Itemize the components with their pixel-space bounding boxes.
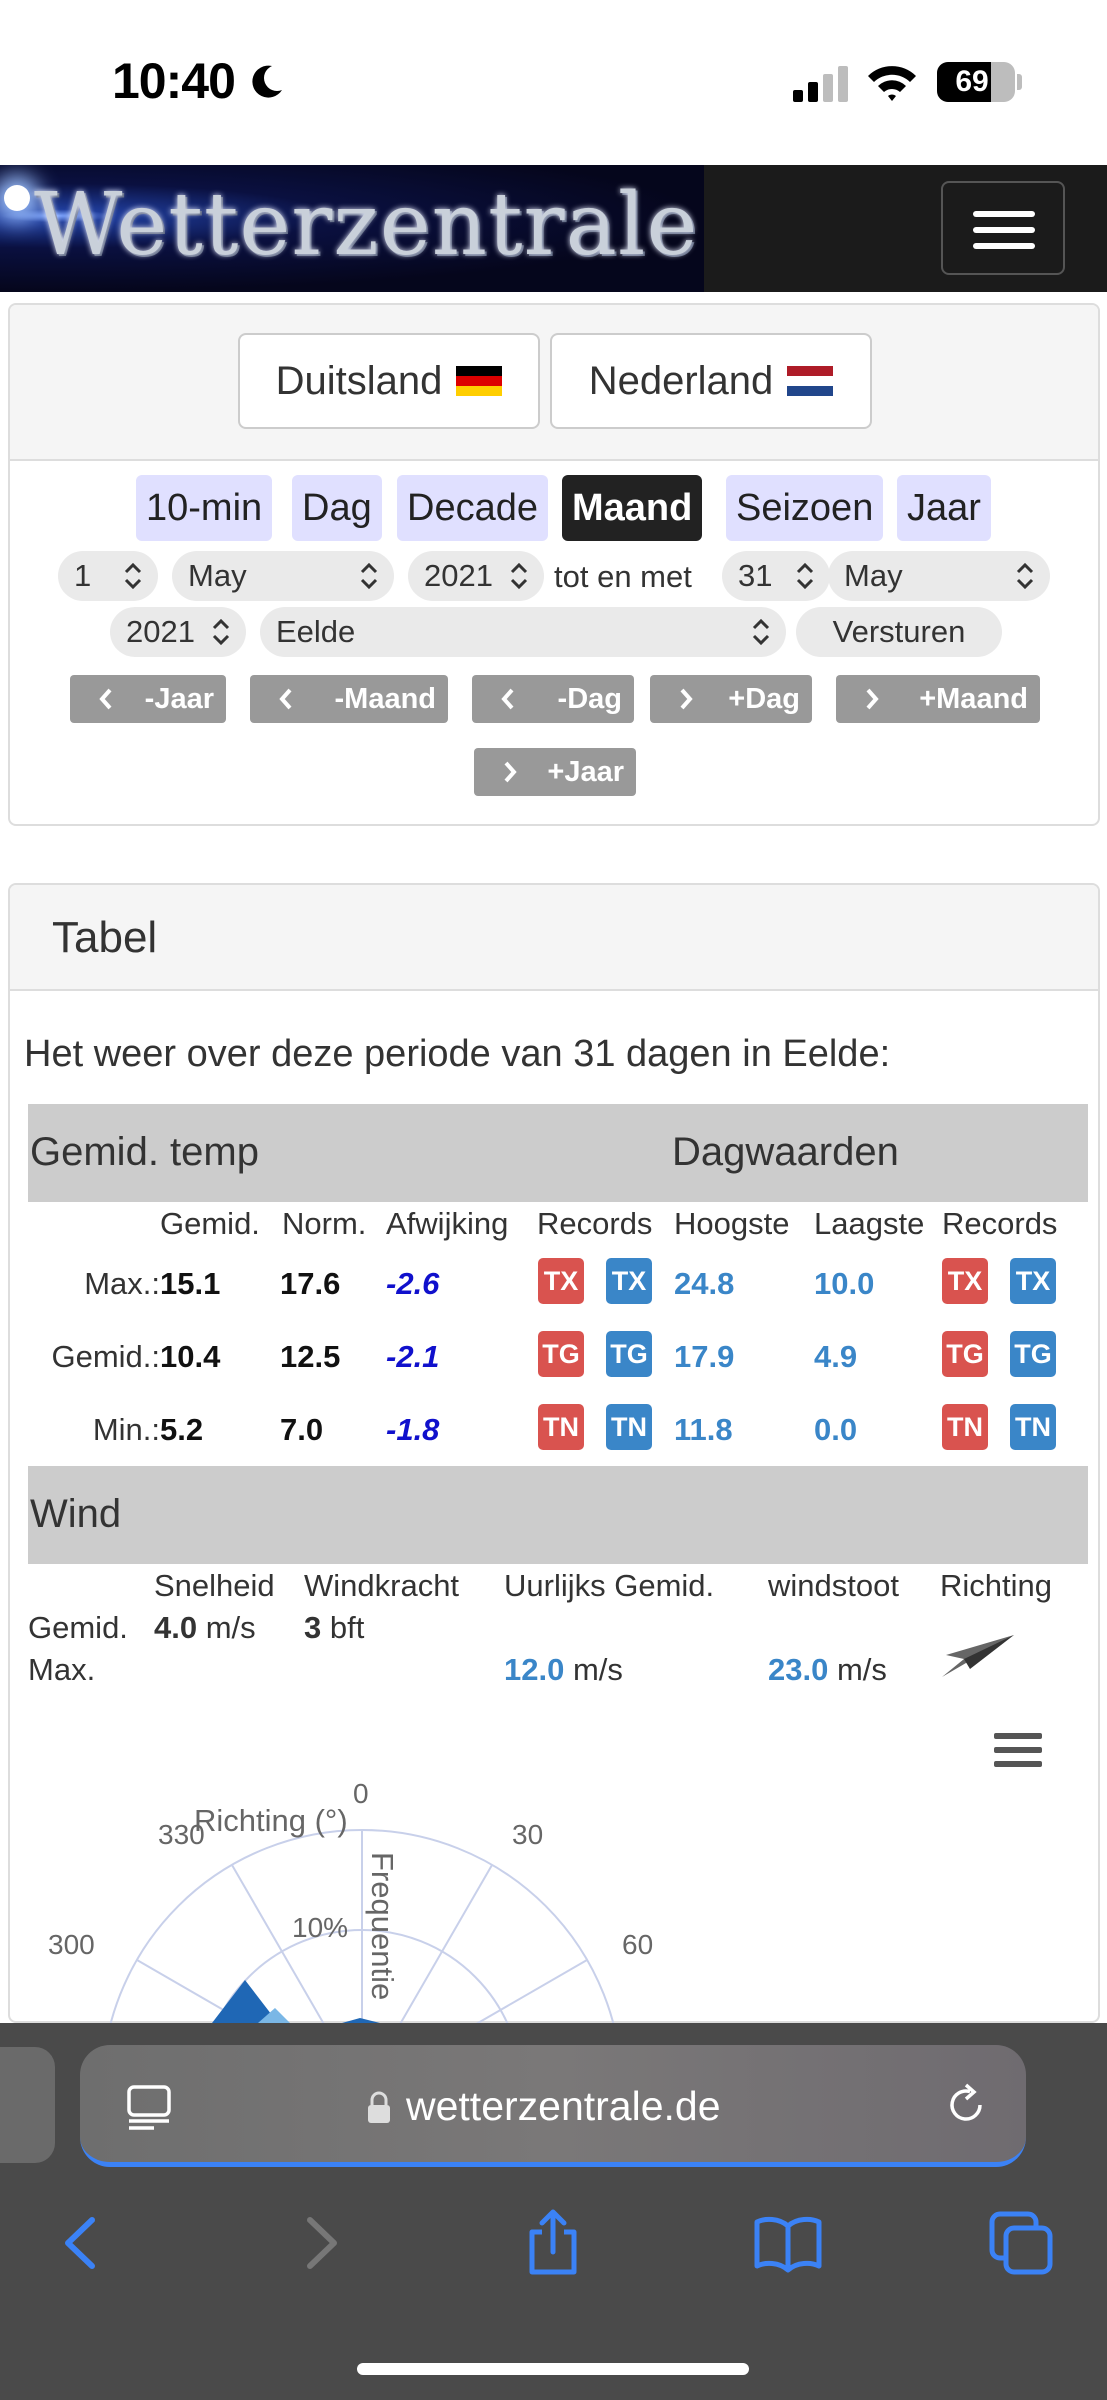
- period-tab-dag[interactable]: Dag: [292, 475, 382, 541]
- nav-minus-maand-button[interactable]: [250, 675, 448, 723]
- nav-plus-dag-button[interactable]: [650, 675, 812, 723]
- chevron-left-icon: [278, 687, 294, 711]
- wind-direction-arrow-icon: [940, 1631, 1016, 1687]
- norm-value: 7.0: [280, 1412, 324, 1447]
- chevron-right-icon: [502, 760, 518, 784]
- country-label: Duitsland: [275, 358, 443, 403]
- back-icon[interactable]: [46, 2208, 116, 2278]
- col-header-direction: Richting: [940, 1568, 1052, 1603]
- wind-force: [304, 1610, 364, 1646]
- polar-title: Richting (°): [194, 1803, 348, 1838]
- select-value: Eelde: [276, 614, 356, 649]
- record-badge-high[interactable]: TN: [538, 1404, 584, 1450]
- wind-force-value: 3: [304, 1610, 322, 1645]
- site-header: [0, 165, 1107, 292]
- select-value: May: [188, 558, 247, 593]
- col-header-records: Records: [537, 1206, 653, 1241]
- record-badge-high[interactable]: TX: [538, 1258, 584, 1304]
- from-day-select[interactable]: [58, 551, 158, 601]
- logo-glow: [4, 185, 30, 211]
- range-separator: tot en met: [554, 559, 692, 594]
- cellular-signal-icon: [793, 66, 849, 102]
- select-value: May: [844, 558, 903, 593]
- country-label: Nederland: [588, 358, 774, 403]
- country-bar: [10, 305, 1098, 461]
- nav-plus-jaar-button[interactable]: [474, 748, 636, 796]
- col-header-speed: Snelheid: [154, 1568, 275, 1603]
- row-label: Gemid.:: [51, 1339, 160, 1374]
- panel-title: Tabel: [52, 913, 158, 962]
- chevron-updown-icon: [210, 617, 232, 647]
- mean-value: 15.1: [160, 1266, 221, 1301]
- row-label: Min.:: [92, 1412, 160, 1447]
- previous-tab-preview[interactable]: [0, 2047, 55, 2163]
- wind-row-label-max: Max.: [28, 1652, 96, 1687]
- col-header-gust: windstoot: [768, 1568, 899, 1603]
- wind-gust-value: 23.0: [768, 1652, 829, 1687]
- deviation-value: -2.6: [386, 1266, 440, 1301]
- chevron-right-icon: [864, 687, 880, 711]
- share-icon[interactable]: [518, 2208, 588, 2278]
- highest-value: 24.8: [674, 1266, 735, 1301]
- wind-gust-unit: m/s: [836, 1652, 887, 1687]
- chevron-updown-icon: [358, 561, 380, 591]
- nav-button-label: -Maand: [334, 682, 436, 715]
- highest-value: 11.8: [674, 1412, 733, 1447]
- col-header-mean: Gemid.: [160, 1206, 260, 1241]
- nav-button-label: -Jaar: [144, 682, 214, 715]
- wind-hourly-value: 12.0: [504, 1652, 565, 1687]
- logo-text: Wetterzentrale: [34, 175, 699, 275]
- mean-value: 5.2: [160, 1412, 204, 1447]
- home-indicator: [357, 2363, 749, 2375]
- polar-radial-label: Frequentie: [365, 1852, 400, 2001]
- period-tab-maand[interactable]: Maand: [562, 475, 702, 541]
- wind-gust: [768, 1652, 887, 1688]
- battery-icon: [937, 62, 1015, 102]
- period-tab-seizoen[interactable]: Seizoen: [726, 475, 883, 541]
- record-badge-low[interactable]: TG: [606, 1331, 652, 1377]
- selection-panel: [8, 303, 1100, 826]
- nav-button-label: +Dag: [728, 682, 800, 715]
- germany-flag-icon: [456, 366, 502, 396]
- site-logo[interactable]: [0, 165, 704, 292]
- col-header-records-daily: Records: [942, 1206, 1058, 1241]
- polar-angle-label: 300: [48, 1929, 95, 1960]
- wind-rose-chart: [0, 1750, 700, 2030]
- forward-icon[interactable]: [286, 2208, 356, 2278]
- chevron-left-icon: [500, 687, 516, 711]
- polar-angle-label: 0: [353, 1778, 369, 1809]
- wind-speed-value: 4.0: [154, 1610, 198, 1645]
- polar-ring-label: 10%: [292, 1912, 349, 1943]
- moon-icon: [246, 62, 286, 102]
- polar-angle-label: 60: [622, 1929, 654, 1960]
- submit-button[interactable]: Versturen: [796, 607, 1002, 657]
- lowest-value: 0.0: [814, 1412, 858, 1447]
- country-button-nederland[interactable]: [550, 333, 872, 429]
- record-badge-low[interactable]: TG: [1010, 1331, 1056, 1377]
- wind-speed: [154, 1610, 256, 1646]
- country-button-duitsland[interactable]: [238, 333, 540, 429]
- reload-icon[interactable]: [942, 2081, 990, 2129]
- polar-angle-label: 30: [512, 1819, 544, 1850]
- battery-level: 69: [955, 65, 989, 98]
- wind-band-title: Wind: [30, 1492, 122, 1536]
- record-badge-low[interactable]: TN: [1010, 1404, 1056, 1450]
- to-month-select[interactable]: [828, 551, 1050, 601]
- lowest-value: 4.9: [814, 1339, 858, 1374]
- wind-band: [28, 1466, 1088, 1564]
- polar-angle-label: 330: [158, 1819, 205, 1850]
- lowest-value: 10.0: [814, 1266, 875, 1301]
- chevron-left-icon: [98, 687, 114, 711]
- col-header-hourly: Uurlijks Gemid.: [504, 1568, 715, 1603]
- to-day-select[interactable]: [722, 551, 830, 601]
- select-value: 1: [74, 558, 92, 593]
- wind-row-label-mean: Gemid.: [28, 1610, 128, 1645]
- chevron-updown-icon: [1014, 561, 1036, 591]
- menu-button[interactable]: [941, 181, 1065, 275]
- norm-value: 17.6: [280, 1266, 341, 1301]
- status-bar: [0, 0, 1107, 165]
- nav-plus-maand-button[interactable]: [836, 675, 1040, 723]
- highest-value: 17.9: [674, 1339, 735, 1374]
- wind-force-unit: bft: [329, 1610, 365, 1645]
- record-badge-low[interactable]: TN: [606, 1404, 652, 1450]
- from-month-select[interactable]: [172, 551, 394, 601]
- wifi-icon: [866, 62, 918, 102]
- chevron-updown-icon: [750, 617, 772, 647]
- chart-menu-button[interactable]: [994, 1733, 1046, 1775]
- row-label: Max.:: [84, 1266, 160, 1301]
- battery-tip: [1017, 74, 1022, 90]
- period-summary: Het weer over deze periode van 31 dagen in Eelde:: [24, 1033, 891, 1075]
- from-year-select[interactable]: [408, 551, 544, 601]
- daily-band-title: Dagwaarden: [672, 1130, 899, 1174]
- select-value: 2021: [424, 558, 493, 593]
- col-header-lowest: Laagste: [814, 1206, 925, 1241]
- select-value: 2021: [126, 614, 195, 649]
- mean-value: 10.4: [160, 1339, 221, 1374]
- period-tab-jaar[interactable]: Jaar: [897, 475, 991, 541]
- bookmarks-icon[interactable]: [753, 2208, 823, 2278]
- wind-hourly-unit: m/s: [572, 1652, 623, 1687]
- page-menu-icon[interactable]: [124, 2083, 174, 2131]
- col-header-norm: Norm.: [282, 1206, 367, 1241]
- wind-speed-unit: m/s: [205, 1610, 256, 1645]
- col-header-force: Windkracht: [304, 1568, 460, 1603]
- wind-hourly-max: [504, 1652, 623, 1688]
- record-badge-high[interactable]: TG: [538, 1331, 584, 1377]
- record-badge-high[interactable]: TX: [942, 1258, 988, 1304]
- netherlands-flag-icon: [787, 366, 833, 396]
- status-time: 10:40: [112, 53, 235, 109]
- record-badge-low[interactable]: TX: [606, 1258, 652, 1304]
- period-tab-10min[interactable]: 10-min: [136, 475, 272, 541]
- temp-band: [28, 1104, 1088, 1202]
- chevron-updown-icon: [794, 561, 816, 591]
- period-tab-decade[interactable]: Decade: [397, 475, 548, 541]
- nav-button-label: -Dag: [557, 682, 622, 715]
- record-badge-high[interactable]: TN: [942, 1404, 988, 1450]
- nav-button-label: +Jaar: [547, 755, 624, 788]
- deviation-value: -1.8: [386, 1412, 440, 1447]
- temp-band-title: Gemid. temp: [30, 1130, 259, 1174]
- record-badge-low[interactable]: TX: [1010, 1258, 1056, 1304]
- tabs-icon[interactable]: [986, 2208, 1056, 2278]
- select-value: 31: [738, 558, 773, 593]
- nav-minus-dag-button[interactable]: [472, 675, 634, 723]
- browser-toolbar: [0, 2023, 1107, 2400]
- norm-value: 12.5: [280, 1339, 341, 1374]
- lock-icon: [366, 2091, 392, 2125]
- to-year-select[interactable]: [110, 607, 246, 657]
- nav-minus-jaar-button[interactable]: [70, 675, 226, 723]
- chevron-updown-icon: [122, 561, 144, 591]
- deviation-value: -2.1: [386, 1339, 440, 1374]
- station-select[interactable]: [260, 607, 786, 657]
- record-badge-high[interactable]: TG: [942, 1331, 988, 1377]
- chevron-updown-icon: [508, 561, 530, 591]
- chevron-right-icon: [678, 687, 694, 711]
- address-bar[interactable]: [80, 2045, 1026, 2167]
- table-panel-header: [10, 885, 1098, 991]
- col-header-highest: Hoogste: [674, 1206, 790, 1241]
- url-text: wetterzentrale.de: [406, 2083, 721, 2129]
- nav-button-label: +Maand: [919, 682, 1028, 715]
- col-header-deviation: Afwijking: [386, 1206, 509, 1241]
